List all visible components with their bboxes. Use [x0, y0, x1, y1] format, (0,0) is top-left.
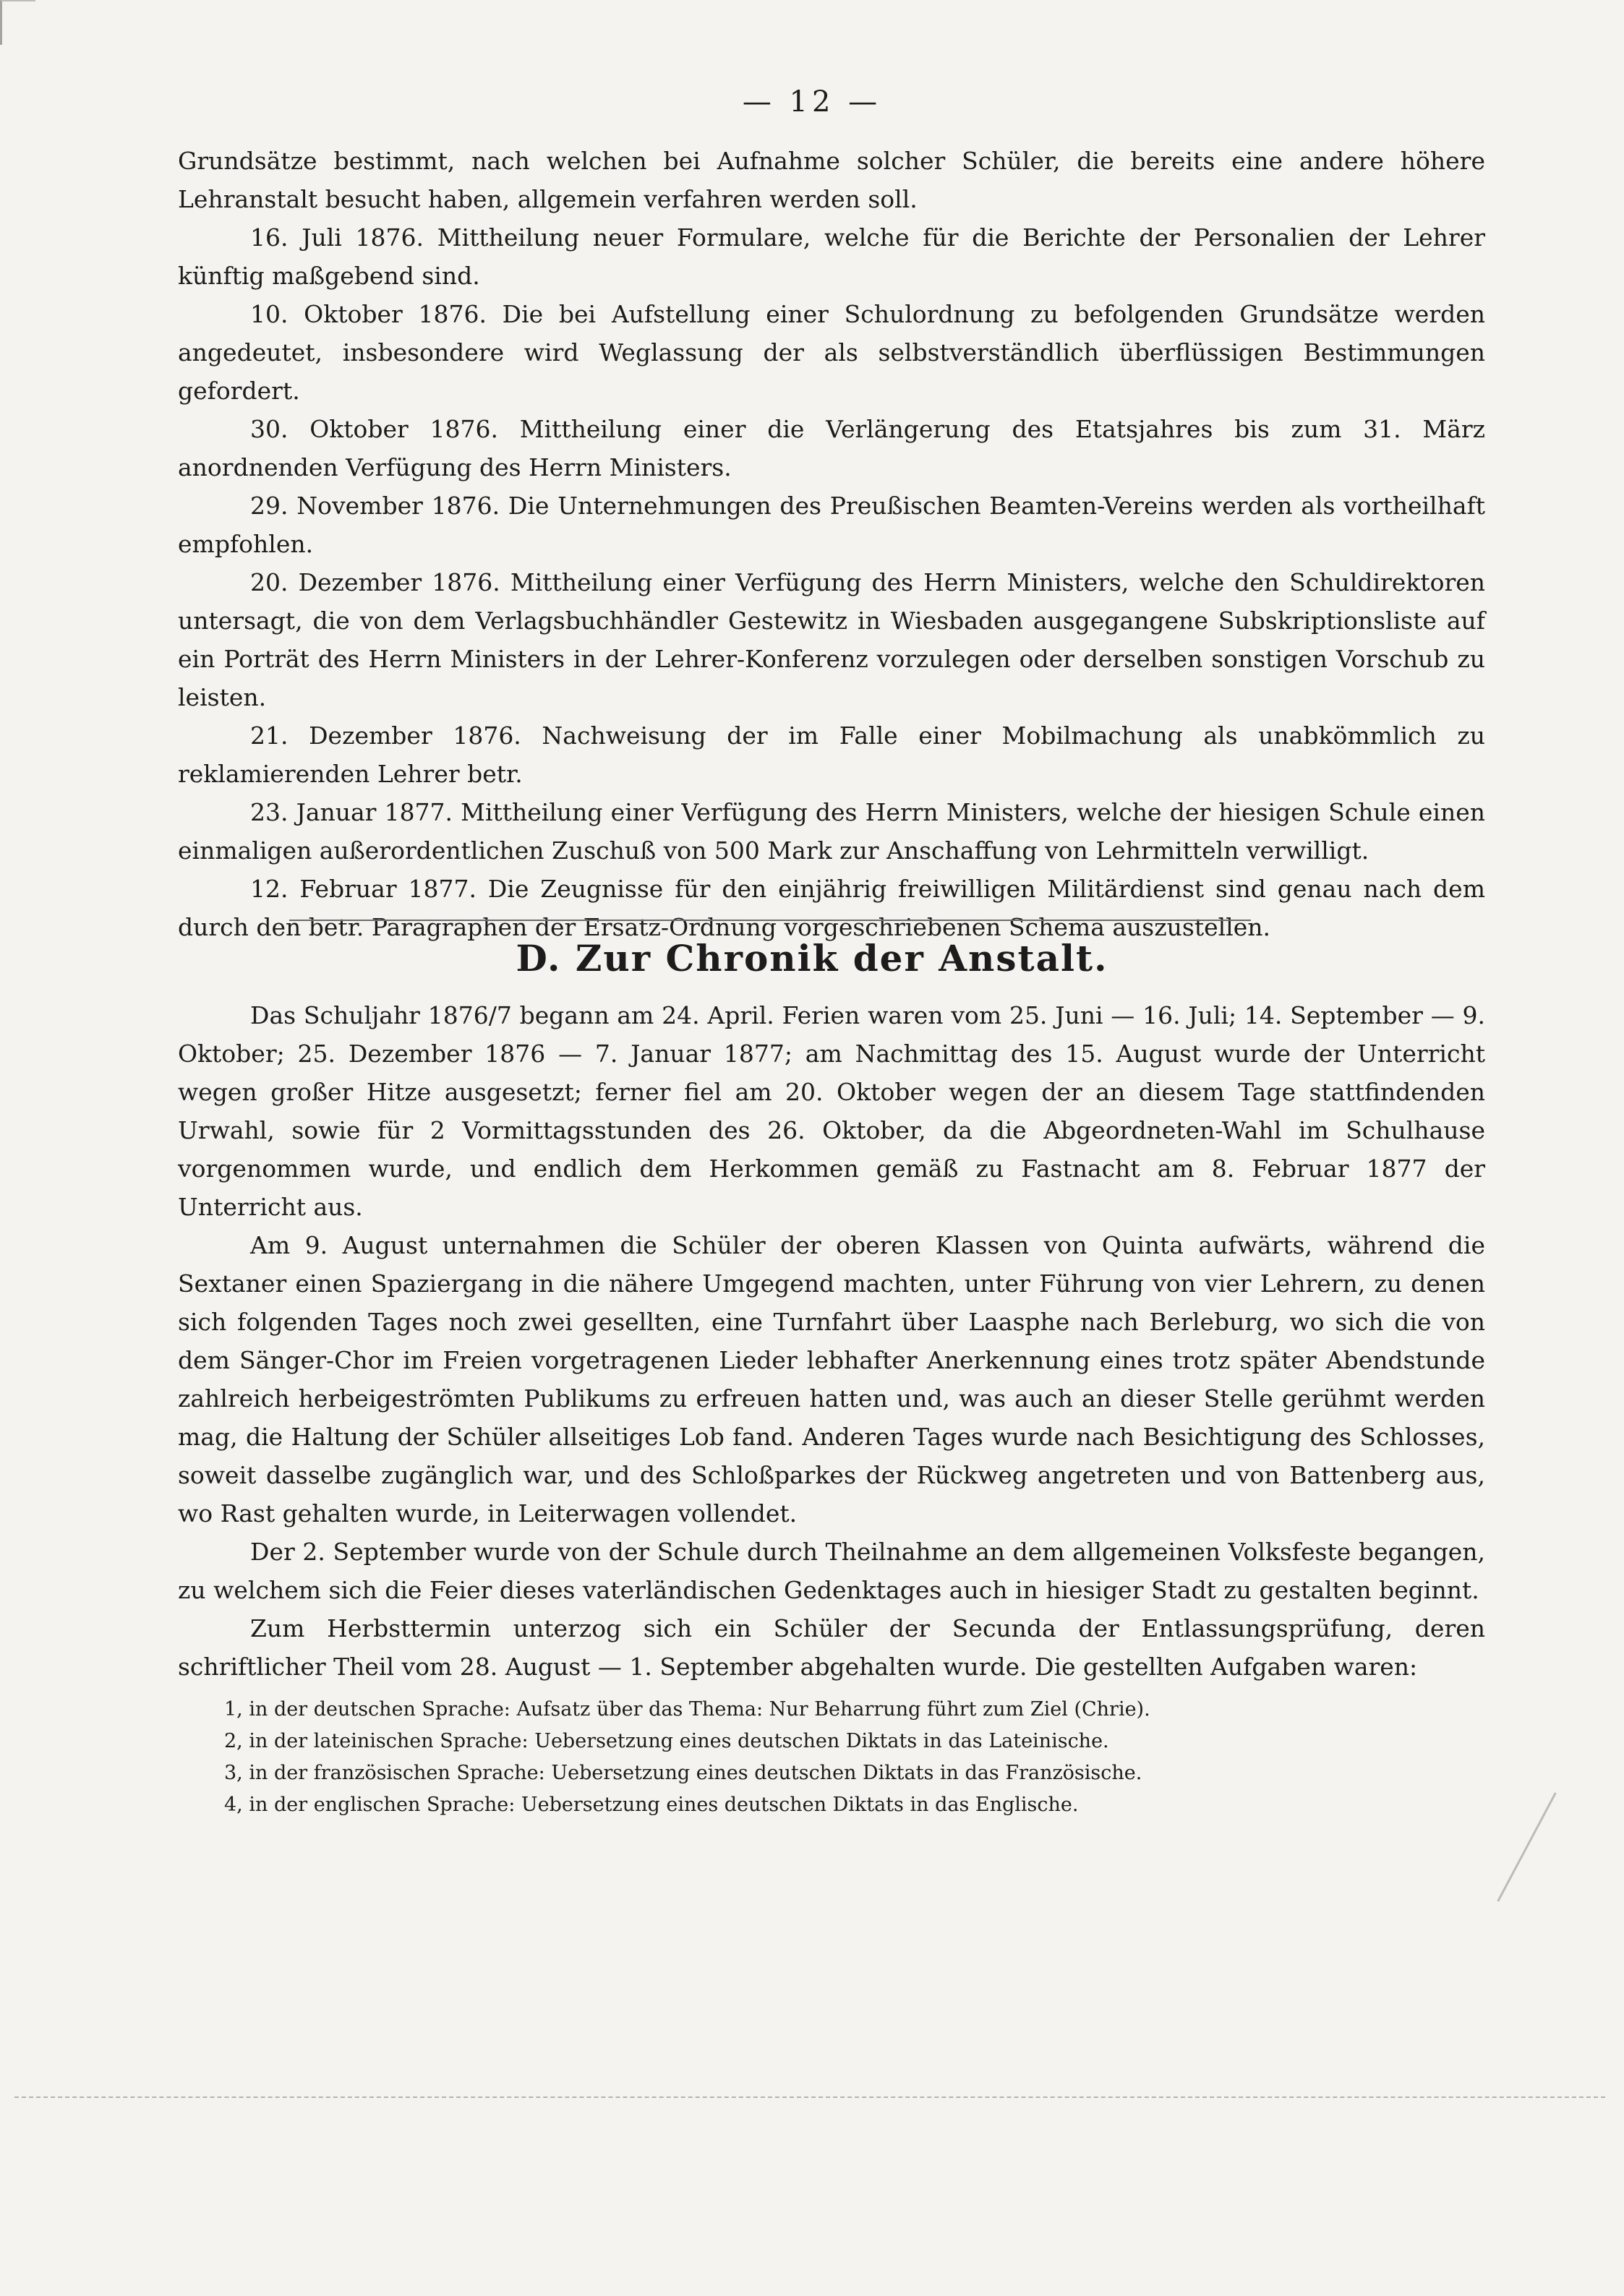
scan-artifact-line	[1497, 1792, 1556, 1902]
scan-corner-mark	[0, 0, 35, 45]
event-entry: 21. Dezember 1876. Nachweisung der im Falle einer Mobilmachung als unabkömmlich zu reklamierenden Lehrer betr.	[178, 721, 1485, 788]
list-item: 3, in der französischen Sprache: Uebersetzung eines deutschen Diktats in das Französische.	[224, 1762, 1142, 1784]
scan-fold-line	[14, 2096, 1605, 2098]
paragraph: Der 2. September wurde von der Schule durch Theilnahme an dem allgemeinen Volksfeste begangen, zu welchem sich die Feier dieses vaterländischen Gedenktages auch in hiesiger Stadt zu gestalten beginnt.	[178, 1538, 1485, 1604]
paragraph: Am 9. August unternahmen die Schüler der oberen Klassen von Quinta aufwärts, während die Sextaner einen Spaziergang in die nähere Umgegend machten, unter Führung von vier Lehrern, zu denen sich folgenden Tages noch zwei gesellten, eine Turnfahrt über Laasphe nach Berleburg, wo sich die von dem Sänger-Chor im Freien vorgetragenen Lieder lebhafter Anerkennung eines trotz später Abendstunde zahlreich herbeigeströmten Publikums zu erfreuen hatten und, was auch an dieser Stelle gerühmt werden mag, die Haltung der Schüler allseitiges Lob fand. Anderen Tages wurde nach Besichtigung des Schlosses, soweit dasselbe zugänglich war, und des Schloßparkes der Rückweg angetreten und von Battenberg aus, wo Rast gehalten wurde, in Leiterwagen vollendet.	[178, 1231, 1485, 1528]
list-item: 1, in der deutschen Sprache: Aufsatz über das Thema: Nur Beharrung führt zum Ziel (Chrie).	[224, 1698, 1150, 1721]
event-continuation: Grundsätze bestimmt, nach welchen bei Aufnahme solcher Schüler, die bereits eine andere höhere Lehranstalt besucht haben, allgemein verfahren werden soll.	[178, 147, 1485, 213]
section-divider	[289, 920, 1251, 921]
event-entry: 30. Oktober 1876. Mittheilung einer die Verlängerung des Etatsjahres bis zum 31. März anordnenden Verfügung des Herrn Ministers.	[178, 415, 1485, 481]
event-entry: 12. Februar 1877. Die Zeugnisse für den einjährig freiwilligen Militärdienst sind genau nach dem durch den betr. Paragraphen der Ersatz-Ordnung vorgeschriebenen Schema auszustellen.	[178, 875, 1485, 941]
event-entry: 29. November 1876. Die Unternehmungen des Preußischen Beamten-Vereins werden als vortheilhaft empfohlen.	[178, 492, 1485, 558]
section-heading: D. Zur Chronik der Anstalt.	[516, 937, 1108, 980]
event-entry: 20. Dezember 1876. Mittheilung einer Verfügung des Herrn Ministers, welche den Schuldirektoren untersagt, die von dem Verlagsbuchhändler Gestewitz in Wiesbaden ausgegangene Subskriptionsliste auf ein Porträt des Herrn Ministers in der Lehrer-Konferenz vorzulegen oder derselben sonstigen Vorschub zu leisten.	[178, 568, 1485, 711]
section-body	[178, 996, 1485, 1686]
event-entry: 10. Oktober 1876. Die bei Aufstellung einer Schulordnung zu befolgenden Grundsätze werden angedeutet, insbesondere wird Weglassung der als selbstverständlich überflüssigen Bestimmungen gefordert.	[178, 300, 1485, 405]
exam-tasks-list	[224, 1694, 1453, 1821]
event-entry: 16. Juli 1876. Mittheilung neuer Formulare, welche für die Berichte der Personalien der Lehrer künftig maßgebend sind.	[178, 223, 1485, 290]
paragraph: Zum Herbsttermin unterzog sich ein Schüler der Secunda der Entlassungsprüfung, deren schriftlicher Theil vom 28. August — 1. September abgehalten wurde. Die gestellten Aufgaben waren:	[178, 1614, 1485, 1681]
paragraph: Das Schuljahr 1876/7 begann am 24. April. Ferien waren vom 25. Juni — 16. Juli; 14. September — 9. Oktober; 25. Dezember 1876 — 7. Januar 1877; am Nachmittag des 15. August wurde der Unterricht wegen großer Hitze ausgesetzt; ferner fiel am 20. Oktober wegen der an diesem Tage stattfindenden Urwahl, sowie für 2 Vormittagsstunden des 26. Oktober, da die Abgeordneten-Wahl im Schulhause vorgenommen wurde, und endlich dem Herkommen gemäß zu Fastnacht am 8. Februar 1877 der Unterricht aus.	[178, 1001, 1485, 1221]
event-entry: 23. Januar 1877. Mittheilung einer Verfügung des Herrn Ministers, welche der hiesigen Schule einen einmaligen außerordentlichen Zuschuß von 500 Mark zur Anschaffung von Lehrmitteln verwilligt.	[178, 798, 1485, 865]
page-number: — 12 —	[742, 85, 882, 119]
chronik-list	[178, 142, 1485, 946]
list-item: 2, in der lateinischen Sprache: Uebersetzung eines deutschen Diktats in das Lateinische.	[224, 1730, 1109, 1752]
list-item: 4, in der englischen Sprache: Uebersetzung eines deutschen Diktats in das Englische.	[224, 1794, 1079, 1816]
